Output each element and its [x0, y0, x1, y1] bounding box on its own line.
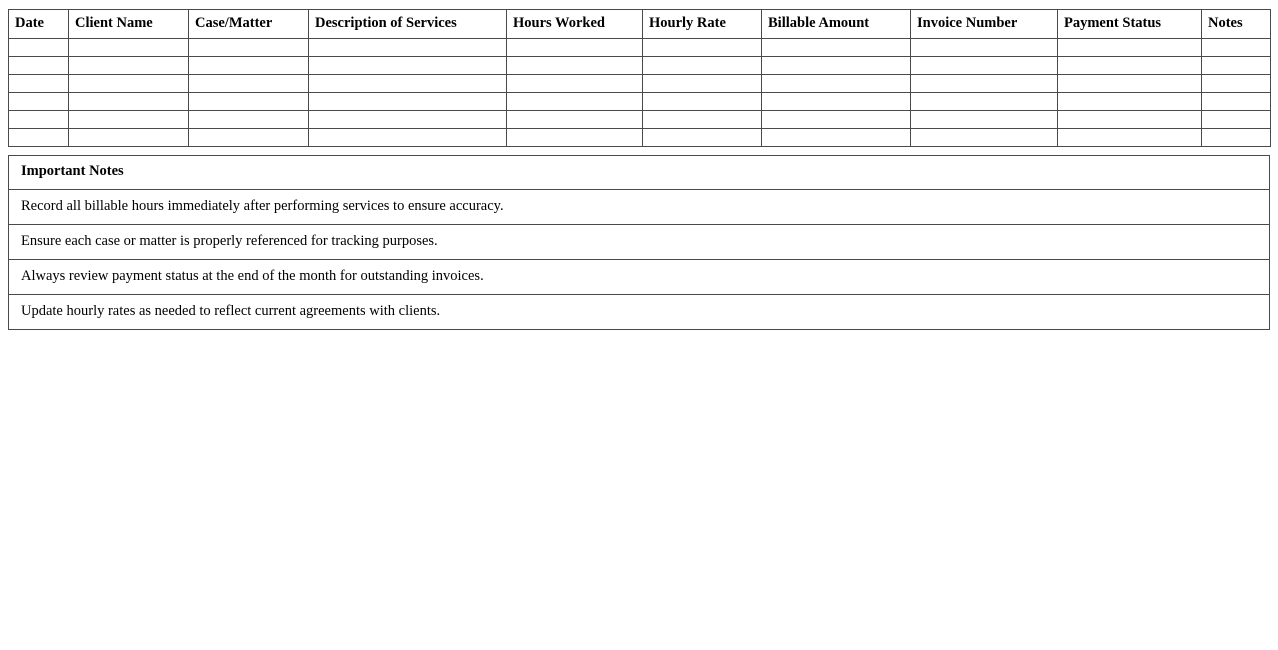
cell-description-of-services[interactable] — [309, 129, 507, 147]
table-row[interactable] — [9, 39, 1271, 57]
cell-date[interactable] — [9, 93, 69, 111]
column-header-date: Date — [9, 10, 69, 39]
cell-hourly-rate[interactable] — [643, 57, 762, 75]
cell-case-matter[interactable] — [189, 57, 309, 75]
cell-description-of-services[interactable] — [309, 75, 507, 93]
column-header-hours-worked: Hours Worked — [507, 10, 643, 39]
notes-row — [9, 225, 1270, 260]
cell-hourly-rate[interactable] — [643, 93, 762, 111]
cell-billable-amount[interactable] — [762, 39, 911, 57]
cell-payment-status[interactable] — [1058, 75, 1202, 93]
notes-row — [9, 295, 1270, 330]
cell-description-of-services[interactable] — [309, 39, 507, 57]
cell-billable-amount[interactable] — [762, 93, 911, 111]
important-notes-table-container — [8, 155, 1270, 330]
cell-hours-worked[interactable] — [507, 111, 643, 129]
cell-hourly-rate[interactable] — [643, 129, 762, 147]
cell-billable-amount[interactable] — [762, 57, 911, 75]
notes-row — [9, 260, 1270, 295]
cell-invoice-number[interactable] — [911, 57, 1058, 75]
table-row[interactable] — [9, 75, 1271, 93]
cell-client-name[interactable] — [69, 129, 189, 147]
column-header-notes: Notes — [1202, 10, 1271, 39]
cell-notes[interactable] — [1202, 39, 1271, 57]
cell-hours-worked[interactable] — [507, 75, 643, 93]
column-header-description-of-services: Description of Services — [309, 10, 507, 39]
cell-hours-worked[interactable] — [507, 129, 643, 147]
cell-case-matter[interactable] — [189, 75, 309, 93]
cell-hours-worked[interactable] — [507, 39, 643, 57]
cell-hourly-rate[interactable] — [643, 39, 762, 57]
table-header-row — [9, 10, 1271, 39]
cell-notes[interactable] — [1202, 111, 1271, 129]
notes-header-row — [9, 156, 1270, 190]
cell-payment-status[interactable] — [1058, 57, 1202, 75]
cell-hourly-rate[interactable] — [643, 111, 762, 129]
cell-description-of-services[interactable] — [309, 57, 507, 75]
cell-billable-amount[interactable] — [762, 129, 911, 147]
column-header-hourly-rate: Hourly Rate — [643, 10, 762, 39]
cell-invoice-number[interactable] — [911, 93, 1058, 111]
cell-notes[interactable] — [1202, 75, 1271, 93]
note-item: Update hourly rates as needed to reflect current agreements with clients. — [9, 295, 1270, 330]
table-row[interactable] — [9, 57, 1271, 75]
billable-hours-table-container — [8, 9, 1270, 147]
cell-notes[interactable] — [1202, 129, 1271, 147]
cell-case-matter[interactable] — [189, 111, 309, 129]
cell-description-of-services[interactable] — [309, 111, 507, 129]
cell-client-name[interactable] — [69, 39, 189, 57]
column-header-payment-status: Payment Status — [1058, 10, 1202, 39]
important-notes-table — [8, 155, 1270, 330]
cell-description-of-services[interactable] — [309, 93, 507, 111]
cell-hours-worked[interactable] — [507, 93, 643, 111]
cell-payment-status[interactable] — [1058, 129, 1202, 147]
note-item: Record all billable hours immediately after performing services to ensure accuracy. — [9, 190, 1270, 225]
column-header-case-matter: Case/Matter — [189, 10, 309, 39]
cell-client-name[interactable] — [69, 75, 189, 93]
cell-invoice-number[interactable] — [911, 75, 1058, 93]
cell-date[interactable] — [9, 111, 69, 129]
cell-invoice-number[interactable] — [911, 39, 1058, 57]
cell-client-name[interactable] — [69, 93, 189, 111]
cell-notes[interactable] — [1202, 93, 1271, 111]
cell-case-matter[interactable] — [189, 93, 309, 111]
notes-header-label: Important Notes — [9, 156, 1270, 190]
cell-billable-amount[interactable] — [762, 111, 911, 129]
cell-case-matter[interactable] — [189, 39, 309, 57]
column-header-client-name: Client Name — [69, 10, 189, 39]
cell-date[interactable] — [9, 75, 69, 93]
column-header-invoice-number: Invoice Number — [911, 10, 1058, 39]
cell-case-matter[interactable] — [189, 129, 309, 147]
cell-client-name[interactable] — [69, 111, 189, 129]
billable-hours-table — [8, 9, 1271, 147]
cell-hours-worked[interactable] — [507, 57, 643, 75]
cell-billable-amount[interactable] — [762, 75, 911, 93]
cell-hourly-rate[interactable] — [643, 75, 762, 93]
cell-payment-status[interactable] — [1058, 111, 1202, 129]
note-item: Ensure each case or matter is properly referenced for tracking purposes. — [9, 225, 1270, 260]
table-row[interactable] — [9, 93, 1271, 111]
cell-date[interactable] — [9, 129, 69, 147]
column-header-billable-amount: Billable Amount — [762, 10, 911, 39]
cell-payment-status[interactable] — [1058, 93, 1202, 111]
cell-date[interactable] — [9, 39, 69, 57]
cell-invoice-number[interactable] — [911, 111, 1058, 129]
table-row[interactable] — [9, 129, 1271, 147]
cell-payment-status[interactable] — [1058, 39, 1202, 57]
note-item: Always review payment status at the end of the month for outstanding invoices. — [9, 260, 1270, 295]
cell-notes[interactable] — [1202, 57, 1271, 75]
cell-date[interactable] — [9, 57, 69, 75]
notes-row — [9, 190, 1270, 225]
cell-invoice-number[interactable] — [911, 129, 1058, 147]
cell-client-name[interactable] — [69, 57, 189, 75]
table-row[interactable] — [9, 111, 1271, 129]
